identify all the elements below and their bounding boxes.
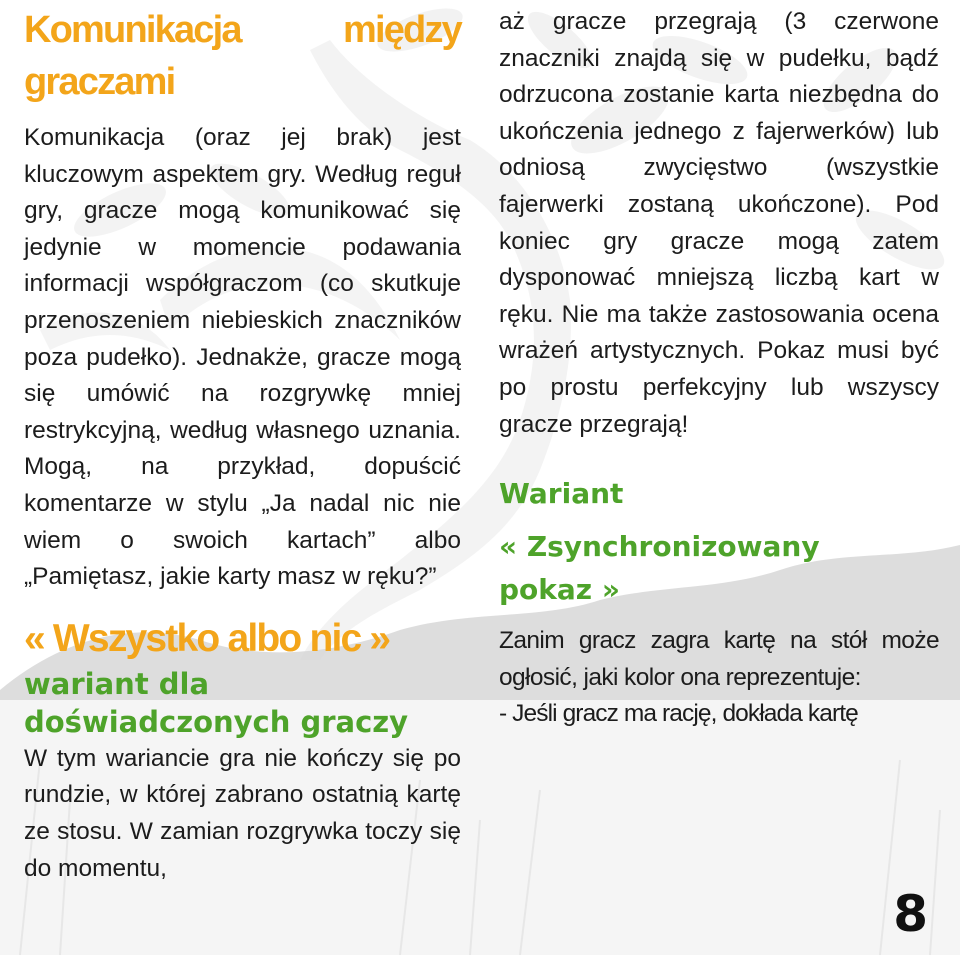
variant-subtitle: wariant dla doświadczonych graczy: [24, 666, 409, 739]
page-number: 8: [893, 885, 928, 943]
left-column: [24, 4, 461, 887]
synchronized-rule-paragraph: - Jeśli gracz ma rację, dokłada kartę: [499, 700, 858, 728]
variant-title-all-or-nothing: « Wszystko albo nic »: [24, 616, 390, 660]
synchronized-paragraph: Zanim gracz zagra kartę na stół może ogłosić, jaki kolor ona reprezentuje:: [499, 627, 939, 691]
communication-paragraph: Komunikacja (oraz jej brak) jest kluczowym aspektem gry. Według reguł gry, gracze mogą komunikować się jedynie w momencie podawania informacji współgraczom (co skutkuje przenoszeniem niebieskich znaczników poza pudełko). Jednakże, gracze mogą się umówić na rozgrywkę mniej restrykcyjną, według własnego uznania. Mogą, na przykład, dopuścić komentarze w stylu „Ja nadal nic nie wiem o swoich kartach” albo „Pamiętasz, jakie karty masz w ręku?”: [24, 124, 461, 591]
variant-title-synchronized-show: Wariant « Zsynchronizowany pokaz »: [499, 477, 820, 607]
right-column: [499, 4, 939, 733]
continued-paragraph: aż gracze przegrają (3 czerwone znaczniki znajdą się w pudełku, bądź odrzucona zostanie karta niezbędna do ukończenia jednego z fajerwerków) lub odniosą zwycięstwo (wszystkie fajerwerki zostaną ukończone). Pod koniec gry gracze mogą zatem dysponować mniejszą liczbą kart w ręku. Nie ma także zastosowania ocena wrażeń artystycznych. Pokaz musi być po prostu perfekcyjny lub wszyscy gracze przegrają!: [499, 8, 939, 438]
section-heading-communication: Komunikacja między graczami: [24, 9, 461, 103]
all-or-nothing-paragraph: W tym wariancie gra nie kończy się po rundzie, w której zabrano ostatnią kartę ze stosu. W zamian rozgrywka toczy się do momentu,: [24, 744, 461, 882]
